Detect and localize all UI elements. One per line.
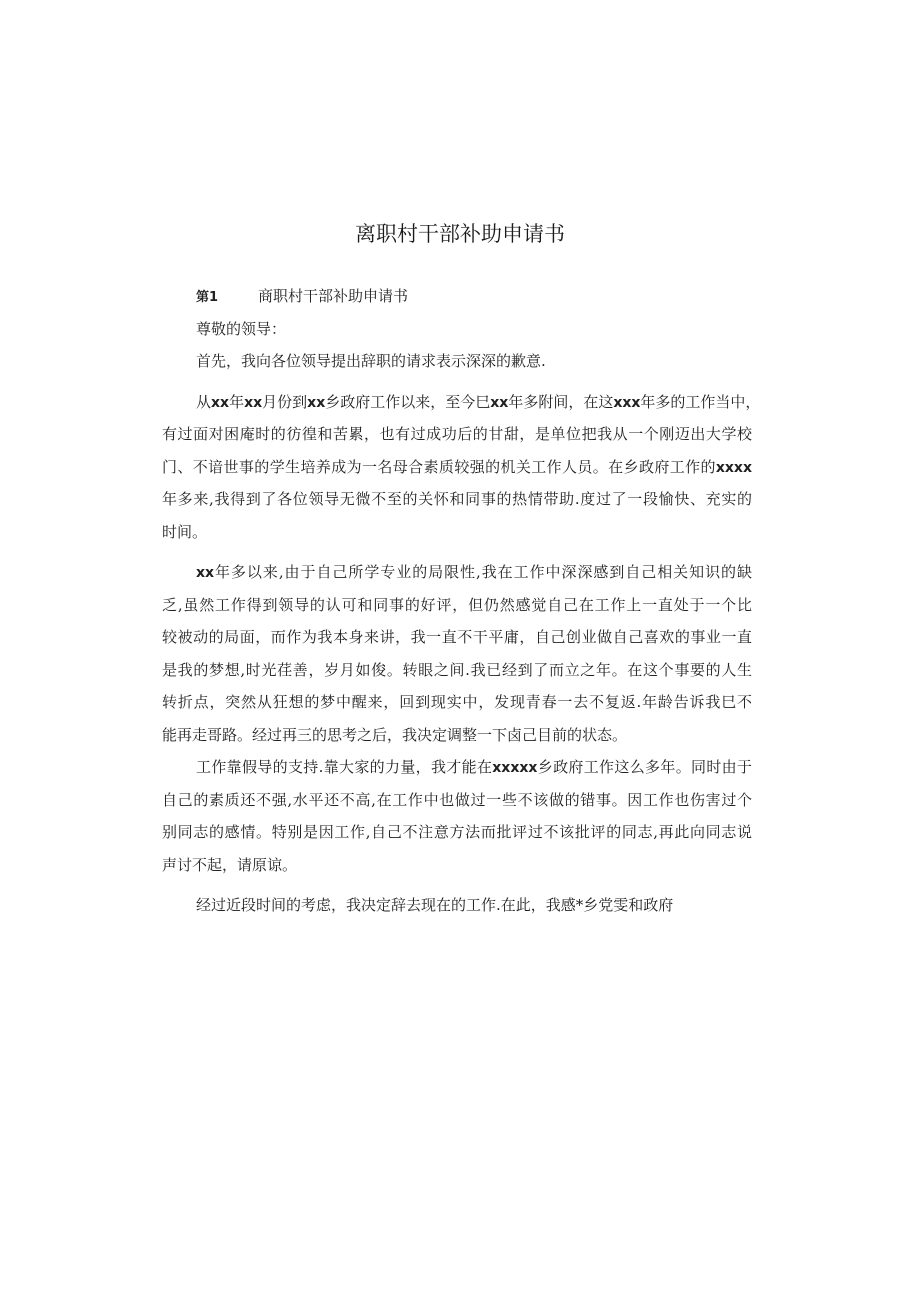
paragraph-line: 别同志的感情。特别是因工作,自己不注意方法而批评过不该批评的同志,再此向同志说 [162, 823, 752, 841]
paragraph-line: 时间。 [162, 522, 208, 541]
document-title: 离职村干部补助申请书 [355, 222, 565, 246]
paragraph-line: xx年多以来,由于自己所学专业的局限性,我在工作中深深感到自己相关知识的缺 [196, 563, 752, 581]
paragraph-gratitude [162, 751, 752, 881]
paragraph-line: 乏,虽然工作得到领导的认可和同事的好评，但仍然感觉自己在工作上一直处于一个比 [162, 595, 752, 614]
paragraph-line: 是我的梦想,时光荏善，岁月如俊。转眼之间.我已经到了而立之年。在这个事要的人生 [162, 660, 752, 679]
paragraph-line: 工作靠假导的支持.靠大家的力量，我才能在xxxxx乡政府工作这么多年。同时由于 [196, 758, 752, 776]
paragraph-line: 年多来,我得到了各位领导无微不至的关怀和同事的热情带助.度过了一段愉快、充实的 [162, 490, 752, 508]
paragraph-line: 从xx年xx月份到xx乡政府工作以来，至今巳xx年多附间，在这xxx年多的工作当中， [196, 392, 761, 411]
paragraph-line: 较被动的局面，而作为我本身来讲，我一直不干平庸，自己创业做自己喜欢的事业一直 [162, 628, 752, 646]
section-number: 第1 [196, 290, 219, 305]
section-heading [162, 280, 752, 313]
paragraph-line: 自己的素质还不强,水平还不高,在工作中也做过一些不该做的错事。因工作也伤害过个 [162, 790, 752, 809]
paragraph-apology: 首先，我向各位领导提出辞职的请求表示深深的歉意. [196, 352, 546, 370]
paragraph-work-history [162, 386, 761, 549]
paragraph-reflection [162, 556, 752, 751]
document-body [162, 280, 761, 922]
section-heading-text: 商职村干部补助申请书 [258, 287, 409, 305]
paragraph-line: 有过面对困庵时的彷徨和苦累，也有过成功后的甘甜，是单位把我从一个刚迈出大学校 [162, 425, 752, 443]
paragraph-decision: 经过近段时间的考虑，我决定辞去现在的工作.在此，我感*乡党雯和政府 [196, 896, 674, 914]
paragraph-line: 声讨不起，请原谅。 [162, 855, 298, 874]
paragraph-line: 能再走哥路。经过再三的思考之后，我决定调整一下卤己目前的状态。 [162, 725, 628, 744]
paragraph-line: 门、不谙世事的学生培养成为一名母合素质较强的机关工作人员。在乡政府工作的xxxx [162, 457, 752, 476]
paragraph-line: 转折点，突然从狂想的梦中醒来，回到现实中，发现青春一去不复返.年龄告诉我巳不 [162, 693, 752, 711]
salutation: 尊敬的领导： [196, 319, 287, 338]
